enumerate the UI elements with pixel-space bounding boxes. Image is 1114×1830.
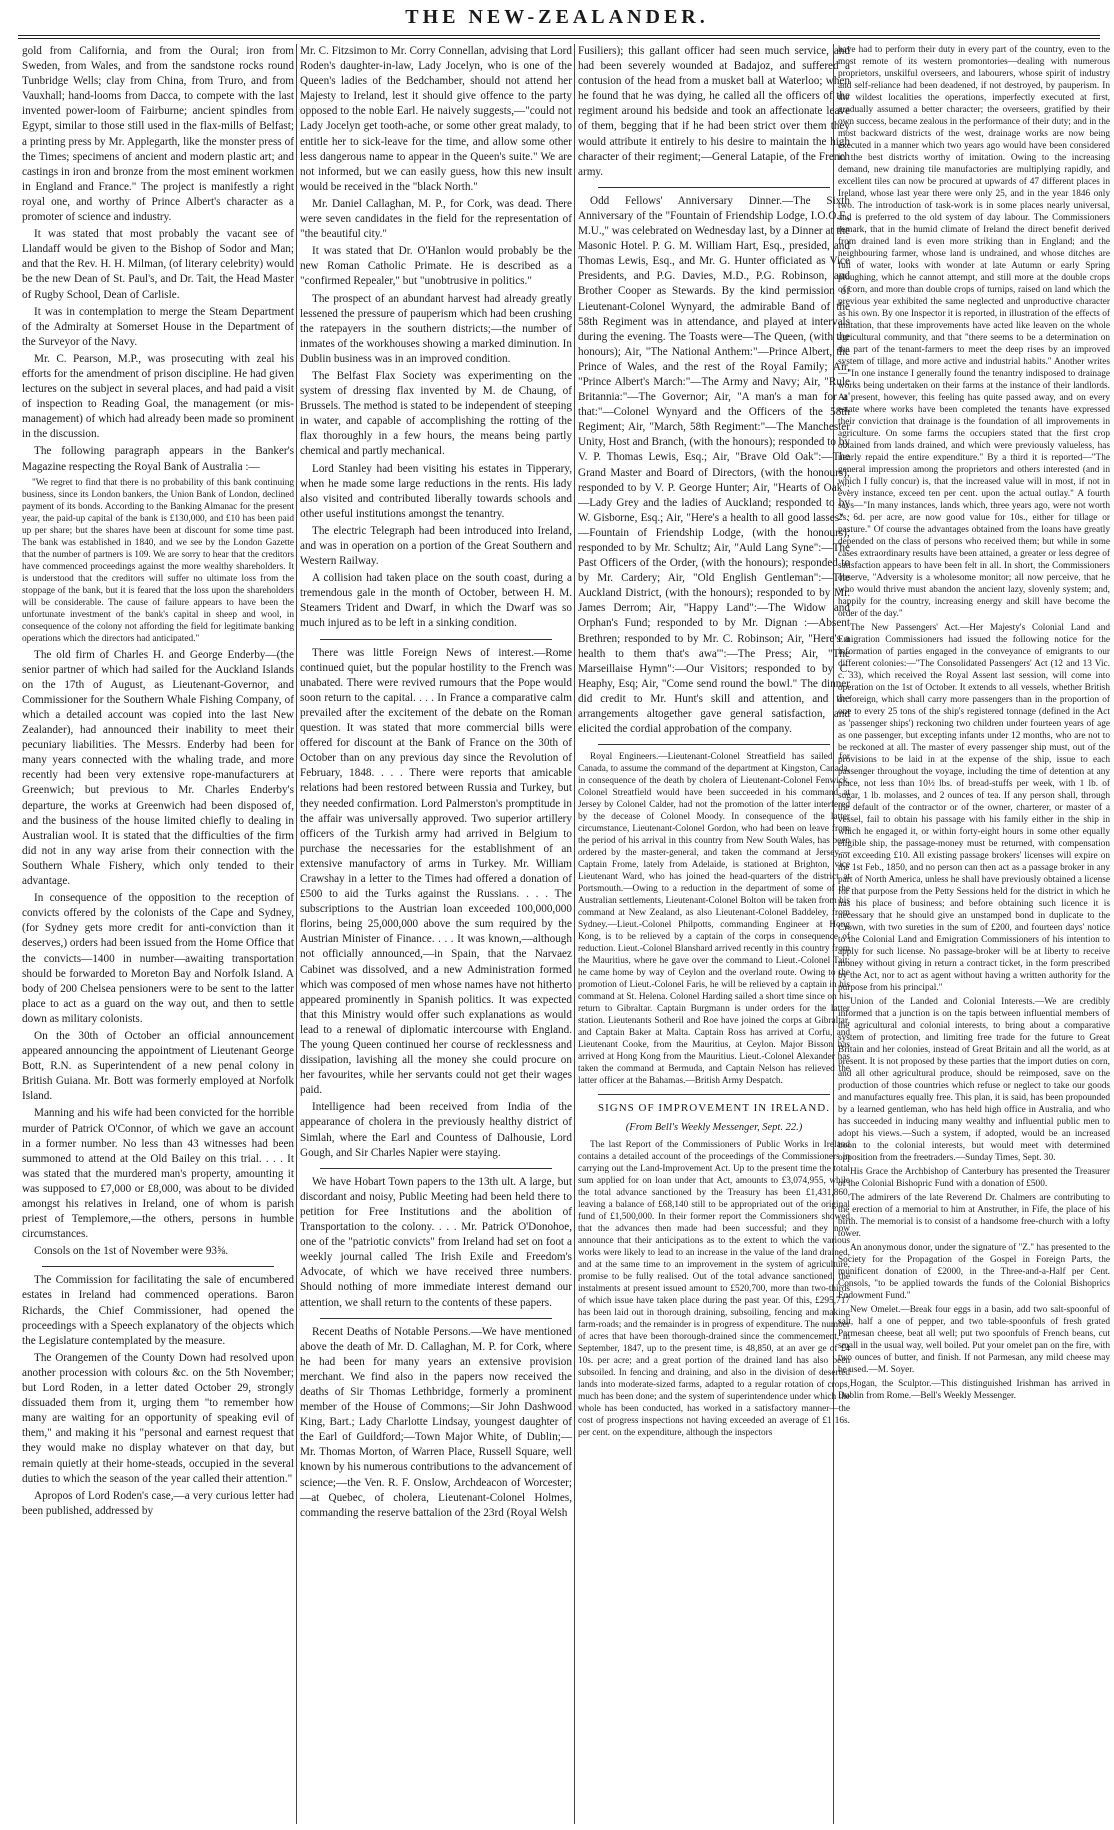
column-2 xyxy=(300,44,572,1824)
article-text: A collision had taken place on the south coast, during a tremendous gale in the month of October, between H. M. Steamers Trident and Dwarf, in which the Dwarf was so much injured as to be left in a sinking condition. xyxy=(300,572,572,630)
article-text: have had to perform their duty in every part of the country, even to the most remote of its western promontories—dealing with numerous proprietors, unskilful overseers, and labourers, whose spirit of industry and self-reliance had been deadened, if not destroyed, by pauperism. In the wildest localities the operations, imperfectly executed at first, gradually assumed a better character; the overseers, gratified by their own success, became zealous in the performance of their duty; and in the most backward districts of the west, drainage works are now being executed in a manner which two years ago would have been considered in the best districts worthy of imitation. Owing to the increasing demand, new draining tile manufactories are multiplying rapidly, and excellent tiles can now be procured at upwards of 47 different places in Ireland, whose last year there were only 25, and in the year 1846 only two. The introduction of task-work is in some places nearly universal, and is preferred to the old system of day labour. The Commissioners remark, that in the humid climate of Ireland the direct benefit derived from drained land is even more striking than in England; and the neighbouring farmer, whose land is undrained, and whose ditches are full of water, looks with wonder at late Autumn or early Spring ploughing, which he cannot attempt, and still more at the double crops of corn, and more than double crops of turnips, raised on land which the previous year exhibited the same neglected and unproductive character as his own. By one Inspector it is reported, in illustration of the effects of imitation, that these improvements have acted like leaven on the whole agricultural community, and that "there seems to be a determination on the part of the tenant-farmers to meet the deep rises by an improved system of tillage, and more active and industrial habits." Another writes—"In one instance I generally found the tenantry indisposed to drainage works being undertaken on their farms at the instance of their landlords. At present, however, this feeling has quite passed away, and on every estate where works have been completed the tenants have expressed their conviction that drainage is the foundation of all improvements in agriculture. On some farms the occupiers stated that the first crop obtained from lands drained, and which were previously valueless, has nearly repaid the entire expenditure." By a third it is reported—"The general impression among the proprietors and others interested (and in which I fully concur) is, that the increased value will in most, if not in every instance, exceed ten per cent. upon the actual outlay." A fourth says—"In many instances, lands which, three years ago, were not worth 2s. 6d. per acre, are now good value for 10s., either for tillage or pasture." Of course the advantages obtained from the loans have greatly depended on the class of persons who received them; but while in some cases extraordinary results have been attained, a greater or less degree of satisfaction appears to have been felt in all. In short, the Commissioners observe, "Adversity is a wholesome monitor; all now perceive, that he who would thrive must abandon the ancient lazy, slovenly system; and, happily for the country, increasing energy and skill have become the order of the day." xyxy=(838,45,1110,619)
article-text: Fusiliers); this gallant officer had seen much service, and had been severely wounded at Badajoz, and suffered a contusion of the head from a musket ball at Waterloo; when he found that he was dying, he called all the officers of the regiment around his bedside and took an affectionate leave of them, begging that if he had been strict over them they would attribute it entirely to his desire to maintain the high character of their regiment;—General Latapie, of the French army. xyxy=(578,45,850,178)
article-text: Manning and his wife had been convicted for the horrible murder of Patrick O'Connor, of which we gave an account in a former number. No less than 43 witnesses had been summoned to attend at the Old Bailey on this trial. . . . It was stated that the murdered man's property, amounting it was supposed to £7,000 or £8,000, was about to be divided amongst his relatives in Ireland, one of whom is parish priest of Templemore,—the others, persons in humble circumstances. xyxy=(22,1107,294,1241)
article-text: The admirers of the late Reverend Dr. Chalmers are contributing to the erection of a memorial to him at Anstruther, in Fife, the place of his birth. The memorial is to consist of a handsome free-church with a lofty tower. xyxy=(838,1193,1110,1239)
column-divider xyxy=(574,44,575,1824)
section-rule xyxy=(42,1266,274,1267)
article-text: The Belfast Flax Society was experimenting on the system of dressing flax invented by M. de Chaung, of Brussels. The method is stated to be independent of steeping in water, and capable of accomplishing the rotting of the flax thoroughly in a few hours, the means being partly chemical and partly mechanical. xyxy=(300,369,572,458)
article-text: Odd Fellows' Anniversary Dinner.—The Sixth Anniversary of the "Fountain of Friendship Lodge, I.O.O.F., M.U.," was celebrated on Wednesday last, by a Dinner at the Masonic Hotel. P. G. M. William Hart, Esq., presided, and Thomas Lewis, Esq., and Mr. G. Hunter officiated as Vice Presidents, and P.G. Davies, M.D., P.G. Robinson, and Brother Cooper as Stewards. By the kind permission of Lieutenant-Colonel Wynyard, the admirable Band of the 58th Regiment was in attendance, and played at intervals during the evening. The Toasts were—The Queen, (with the honours); Air, "The National Anthem:"—Prince Albert, the Prince of Wales, and the rest of the Royal Family; Air, "Prince Albert's March:"—The Army and Navy; Air, "Rule Britannia:"—The Governor; Air, "A man's a man for a' that:"—Colonel Wynyard and the Officers of the 58th Regiment; Air, "March, 58th Regiment:"—The Manchester Unity, Host and Branch, (with the honours); responded to by V. P. Thomas Lewis, Esq.; Air, "Brave Old Oak":—The Grand Master and Board of Directors, (with the honours); responded to by V. P. George Hunter; Air, "Hearts of Oak": —Lady Grey and the ladies of Auckland; responded to by W. Gisborne, Esq.; Air, "Here's a health to all good lasses" :—Fountain of Friendship Lodge, (with the honours); responded to by Mr. Schultz; Air, "Auld Lang Syne":—The Past Officers of the Order, (with the honours); responded to by Mr. Cardery; Air, "Old English Gentleman":—The Auckland District, (with the honours); responded to by Mr. James Derrom; Air, "Happy Land":—The Widow and Orphan's Fund; responded to by Mr. Dignan :—Absent Brethren; responded to by Mr. C. Robinson; Air, "Here's a health to them that's awa'":—The Press; Air, "The Marseillaise Hymn":—Our Visitors; responded to by C. Heaphy, Esq; Air, "Come send round the bowl." The dinner did credit to Mr. Hunt's skill and attention, and the arrangements altogether gave general satisfaction, and elicited the cordial approbation of the company. xyxy=(578,194,850,736)
article-text: The last Report of the Commissioners of Public Works in Ireland contains a detailed account of the proceedings of the Commissioners in carrying out the Land-Improvement Act. Up to the present time the total sum applied for on loan under that Act, amounts to £3,074,955, while the total advance sanctioned by the Treasury has been £1,431,860, leaving a balance of £68,140 still to be appropriated out of the original fund of £1,500,000. In their former report the Commissioners showed that the advances then made had been successful; and they now announce that their anticipations as to the extent to which the various works were likely to lead to an increase in the value of the land drained, and at the same time to an improvement in the system of agriculture, promise to be fully realised. Out of the total advance sanctioned, the instalments at present issued amount to £520,700, more than two-thirds of which issue have taken place during the past year. Of this, £295,717 has been laid out in thorough draining, subsoiling, fencing and making farm-roads; and the remainder is in progress of expenditure. The number of acres that have been thorough-drained since the commencement, in September, 1847, up to the present time, is 48,850, at an aver ge of £4 10s. per acre; and a great portion of the drained land has also been subsoiled. In fencing and draining, and also in the division of deserted lands into moderate-sized farms, adapted to a regular rotation of crops, much has been done; and the system of superintendence under which the whole has been conducted, has worked in a satisfactory manner—the cost of progress inspections not having exceeded an average of £1 16s. per cent. on the expenditure, although the inspectors xyxy=(578,1140,850,1439)
quoted-paragraph: "We regret to find that there is no probability of this bank continuing business, since its London bankers, the Union Bank of London, declined payment of its bonds. According to the Banking Almanac for the present year, the paid-up capital of the bank is £130,000, and £10 has been paid up per share; but the shares have been at discount for some time past. The bank was established in 1840, and we see by the London Gazette that the number of partners is 109. We are sorry to hear that the creditors have commenced proceedings against the more wealthy shareholders. It is understood that the creditors will suffer no ultimate loss from the stoppage of the bank, but it is feared that the loss upon the shareholders will be considerable. The cause of failure appears to have been the unfortunate investment of the bank's capital in sheep and wool, in consequence of the colony not affording the field for legitimate banking operations which the directors had anticipated." xyxy=(22,477,294,644)
section-rule xyxy=(320,1168,552,1169)
article-text: On the 30th of October an official announcement appeared announcing the appointment of Lieutenant George Bott, R.N. as Superintendent of a new penal colony in British Guiana. Mr. Bott was formerly employed at Norfolk Island. xyxy=(22,1029,294,1103)
article-text: The old firm of Charles H. and George Enderby—(the senior partner of which had sailed for the Auckland Islands on the 17th of August, as Lieutenant-Governor, and Commissioner for the Southern Whale Fishing Company, of which a detailed account was copied into the last New Zealander), had announced their inability to meet their pecuniary liabilities. The Messrs. Enderby had been for many years connected with the whaling trade, and more recently had been very extensive rope-manufacturers at Greenwich; but previous to Mr. Charles Enderby's departure, the works at Greenwich had been disposed of, and the business of the house limited chiefly to dealing in Australian wool. It is stated that the difficulties of the firm did not in any way arise from their connection with the Southern Whale Fishery, which only tended to their advantage. xyxy=(22,648,294,888)
column-3 xyxy=(578,44,850,1824)
article-text: It was stated that most probably the vacant see of Llandaff would be given to the Bishop of Sodor and Man; and that the Rev. H. H. Milman, (of literary celebrity) would be the new Dean of St. Paul's, and Dr. Tait, the Head Master of Rugby School, Dean of Carlisle. xyxy=(22,228,294,301)
article-headline: SIGNS OF IMPROVEMENT IN IRELAND. xyxy=(598,1102,830,1115)
article-text: The New Passengers' Act.—Her Majesty's Colonial Land and Emigration Commissioners had issued the following notice for the information of parties engaged in the conveyance of emigrants to our different colonies:—"The Consolidated Passengers' Act (12 and 13 Vic. c. 33), which received the Royal Assent last session, will come into operation on the 1st of October. It extends to all vessels, whether British or foreign, which shall carry more passengers than in the proportion of one to every 25 tons of the ship's registered tonnage (defined in the Act as 'passenger ships') reckoning two children under fourteen years of age as one passenger, but excepting infants under 12 months, who are not to be reckoned at all. The master of every passenger ship must, out of the provisions to be laid in at the expense of the ship, issue to each passenger throughout the voyage, including the time of detention at any place, not less than 10½ lbs. of bread-stuffs per week, with 1 lb. of sugar, 1 lb. molasses, and 2 ounces of tea. If any person shall, through the default of the contractor or of the owner, charterer, or master of a vessel, fail to obtain his passage with his family either in the ship in which he engaged it, or within forty-eight hours in some other equally eligible ship, the passage-money must be returned, with compensation not exceeding £10. All existing passage brokers' licenses will expire on the 1st Feb., 1850, and no person can then act as a passage broker in any part of North America, unless he shall have previously obtained a license for that purpose from the Petty Sessions held for the district in which he has his place of business; and before obtaining such licence it is necessary that he should give an unstamped bond in duplicate to the Crown, with two sureties in the sum of £200, and fourteen days' notice to the Colonial Land and Emigration Commissioners of his intention to apply for such license. No passage-broker will be at liberty to receive money without giving in return a contract ticket, in the form prescribed by the Act, nor to act as agent without having a written authority for the purpose from his principal." xyxy=(838,623,1110,993)
section-rule xyxy=(320,1318,552,1319)
article-text: His Grace the Archbishop of Canterbury has presented the Treasurer of the Colonial Bishopric Fund with a donation of £500. xyxy=(838,1167,1110,1189)
masthead-rule-double xyxy=(18,38,1100,39)
article-text: Lord Stanley had been visiting his estates in Tipperary, when he made some large reductions in the rents. His lady also visited and contributed liberally towards schools and other useful institutions amongst the tenantry. xyxy=(300,462,572,520)
newspaper-title: THE NEW-ZEALANDER. xyxy=(405,6,709,28)
article-text: The Commission for facilitating the sale of encumbered estates in Ireland had commenced operations. Baron Richards, the Chief Commissioner, had opened the proceedings with a Speech explanatory of the objects which the Legislature contemplated by the measure. xyxy=(22,1274,294,1347)
article-text: Royal Engineers.—Lieutenant-Colonel Streatfield has sailed for Canada, to assume the command of the department at Kingston, Canada, in consequence of the death by cholera of Lieutenant-Colonel Fenwick. Colonel Streatfield would have been succeeded in his command at Jersey by Colonel Calder, had not the promotion of the latter interfered by the decease of Colonel Moody. In consequence of the latter circumstance, Lieutenant-Colonel Gordon, who had been on leave from the period of his arrival in this country from New South Wales, has been ordered by the master-general, and taken the command at Jersey.—Captain Frome, lately from Adelaide, is stationed at Brighton, vice Lieutenant Ward, who has joined the head-quarters of the district at Portsmouth.—Owing to a reduction in the department of some of the Australian settlements, Lieutenant-Colonel Bolton will be taken from his command at New Zealand, as also Lieutenant-Colonel Baddeley, from Sydney.—Lieut.-Colonel Philpotts, commanding Engineer at Hong Kong, is to be relieved by a captain of the corps in consequence of reduction. Lieut.-Colonel Blanshard arrived recently in this country from the Mauritius, where he gave over the command to Lieut.-Colonel Tait; he came home by way of Ceylon and the overland route. Owing to the promotion of Lieut.-Colonel Faris, he will be relieved by a captain in his command at St. Helena. Colonel Harding sailed a short time since on his return to Gibraltar. Captain Burgmann is under orders for the latter station. Lieutenants Sotheril and Roe have joined the corps at Gibraltar, and Captain Baker at Malta. Captain Ross has arrived at Corfu, and Lieutenant Cooke, from the Mauritius, at Ceylon. Major Bisson has arrived at Hong Kong from the Mauritius. Lieut.-Colonel Alexander has taken the command at Bermuda, and Captain Nelson has relieved the latter officer at the Bahamas.—British Army Despatch. xyxy=(578,752,850,1087)
section-rule xyxy=(320,639,552,640)
article-text: The following paragraph appears in the Banker's Magazine respecting the Royal Bank of Australia :— xyxy=(22,445,294,473)
article-text: It was stated that Dr. O'Hanlon would probably be the new Roman Catholic Primate. He is described as a "confirmed Repealer," but "unobtrusive in politics." xyxy=(300,245,572,288)
article-text: The Orangemen of the County Down had resolved upon another procession with colours &c. on the 5th November; but Lord Roden, in a letter dated October 29, strongly dissuaded them from it, urging them "to remember how many are waiting for an opportunity of speaking evil of them," and making it his "personal and earnest request that they would make no display whatever on that day, but remain quietly at their home-steads, occupied in the several duties to which the season of the year called their attention." xyxy=(22,1351,294,1485)
article-text: Recent Deaths of Notable Persons.—We have mentioned above the death of Mr. D. Callaghan, M. P. for Cork, where he had been for many years an extensive provision merchant. We find also in the papers now received the deaths of Sir Thomas Lethbridge, formerly a prominent member of the House of Commons;—Sir John Dashwood King, Bart.; Lady Charlotte Lindsay, youngest daughter of the Earl of Guildford;—Town Major White, of Dublin;—Mr. Thomas Morton, of Warren Place, Russell Square, well known by his numerous contributions to the advancement of science;—the Ven. R. F. Onslow, Archdeacon of Worcester;—at Quebec, of cholera, Lieutenant-Colonel Holmes, commanding the reserve battalion of the 23rd (Royal Welsh xyxy=(300,1325,572,1519)
article-text: Apropos of Lord Roden's case,—a very curious letter had been published, addressed by xyxy=(22,1489,294,1517)
article-text: Mr. C. Pearson, M.P., was prosecuting with zeal his efforts for the amendment of prison discipline. He had given lectures on the subject in several places, and had paid a visit of inspection to Reading Goal, the management (or mis-management) of which had already been made so prominent in the discussion. xyxy=(22,352,294,441)
column-divider xyxy=(296,44,297,1824)
section-rule xyxy=(598,187,830,188)
section-rule xyxy=(598,1094,830,1095)
column-4 xyxy=(838,44,1110,1824)
article-text: It was in contemplation to merge the Steam Department of the Admiralty at Somerset House in the Department of the Surveyor of the Navy. xyxy=(22,305,294,348)
article-source: (From Bell's Weekly Messenger, Sept. 22.) xyxy=(625,1122,803,1134)
article-text: Mr. Daniel Callaghan, M. P., for Cork, was dead. There were seven candidates in the field for the representation of "the beautiful city." xyxy=(300,197,572,241)
section-rule xyxy=(598,744,830,745)
column-1 xyxy=(22,44,294,1824)
article-text: Hogan, the Sculptor.—This distinguished Irishman has arrived in Dublin from Rome.—Bell's Weekly Messenger. xyxy=(838,1379,1110,1401)
article-text: We have Hobart Town papers to the 13th ult. A large, but discordant and noisy, Public Meeting had been held there to petition for Free Institutions and the abolition of Transportation to the colony. . . . Mr. Patrick O'Donohoe, one of the "patriotic convicts" from Ireland had set on foot a weekly journal called The Irish Exile and Freedom's Advocate, of which we have received three numbers. Should nothing of more immediate interest demand our attention, we shall return to the contents of these papers. xyxy=(300,1175,572,1309)
article-text: The electric Telegraph had been introduced into Ireland, and was in operation on a portion of the Great Southern and Western Railway. xyxy=(300,524,572,568)
article-text: The prospect of an abundant harvest had already greatly lessened the pressure of pauperism which had been crushing the ratepayers in the southern districts;—the number of inmates of the workhouses showing a marked diminution. In Dublin business was in an improved condition. xyxy=(300,292,572,365)
masthead-rule xyxy=(18,35,1100,36)
article-text: An anonymous donor, under the signature of "Z." has presented to the Society for the Propagation of the Gospel in Foreign Parts, the munificent donation of £2000, in the Three-and-a-Half per Cent. Consols, "to be applied towards the funds of the Colonial Bishoprics Endowment Fund." xyxy=(838,1243,1110,1301)
article-text: In consequence of the opposition to the reception of convicts offered by the colonists of the Cape and Sydney, (for Sydney gets more credit for anti-conviction than it deserves,) orders had been issued from the Home Office that the convicts—1400 in number—awaiting transportation should be forwarded to Moreton Bay and Norfolk Island. A body of 200 Chelsea pensioners were to be sent to the latter place to act as a guard on the way out, and then to settle down as military colonists. xyxy=(22,892,294,1025)
article-text: Consols on the 1st of November were 93⅝. xyxy=(34,1245,229,1258)
article-text: There was little Foreign News of interest.—Rome continued quiet, but the popular hostility to the French was unabated. There were revived rumours that the Pope would soon return to the capital. . . . In France a comparative calm prevailed after the excitement of the debate on the Roman question. It was stated that more commercial bills were offered for discount at the Bank of France on the 30th of October than on any previous day since the Revolution of February, 1848. . . . There were reports that amicable relations had been restored between Russia and Turkey, but they needed confirmation. Lord Palmerston's promptitude in the affair was universally approved. Two superior artillery officers of the Turkish army had arrived in Belgium to purchase the necessaries for the establishment of an extensive manufactory of arms in Turkey. Mr. William Crawshay in a letter to the Times had offered a donation of £500 to aid the Turks against the Russians. . . . The subscriptions to the Austrian loan exceeded 100,000,000 florins, being 25,000,000 above the sum required by the Austrian Minister of Finance. . . . It was known,—although not officially announced,—in Spain, that the Narvaez Cabinet was dissolved, and a new Administration formed which was composed of men whose names have not hitherto appeared prominently in Spanish politics. It was expected that this Ministry would offer such explanations as would lead to a renewal of diplomatic intercourse with England. The young Queen continued her course of recklessness and dissipation, lavishing all the money she could procure on her favourites, while her servants could not get their wages paid. xyxy=(300,646,572,1097)
article-text: Intelligence had been received from India of the appearance of cholera in the previously healthy district of Simlah, where the Earl and Countess of Dalhousie, Lord Gough, and Sir Charles Napier were staying. xyxy=(300,1101,572,1159)
article-text: New Omelet.—Break four eggs in a basin, add two salt-spoonful of salt, half a one of pepper, and two table-spoonfuls of fresh grated Parmesan cheese, beat all well; put two spoonfuls of French beans, cut small in the usual way, well boiled. Put your omelet pan on the fire, with two ounces of butter, and finish. If not Parmesan, any mild cheese may be used.—M. Soyer. xyxy=(838,1305,1110,1375)
article-text: gold from California, and from the Oural; iron from Sweden, from Wales, and from the sandstone rocks round Tunbridge Wells; clay from China, from Truro, and from Vauxhall; hand-looms from Dacca, to compete with the last invented power-loom of Fairburne; ancient spindles from Egypt, similar to those still used in the flax-mills of Belfast; a printing press by Mr. Applegarth, like the monster press of the Times; specimens of ancient and modern plastic art; and castings in iron and bronze from the most eminent workmen in England and France." The project is manifestly a right royal one, and worthy of Prince Albert's character as a promoter of science and industry. xyxy=(22,45,294,224)
article-text: Mr. C. Fitzsimon to Mr. Corry Connellan, advising that Lord Roden's daughter-in-law, Lady Jocelyn, who is one of the Queen's ladies of the Bedchamber, should not attend her Majesty to Ireland, lest it should give offence to the party opposed to the noble Earl. He naively suggests,—"could not Lady Jocelyn get tooth-ache, or some other great malady, to entitle her to sick-leave for the time, and allow some other less dangerous name to appear in the Queen's suite." We are not informed, but we can easily guess, how this new insult would be received in the "black North." xyxy=(300,45,572,193)
article-text: Union of the Landed and Colonial Interests.—We are credibly informed that a junction is on the tapis between influential members of the agricultural and colonial interests, to bring about a comparative system of protection, and limiting free trade for the future to Great Britain and her colonies, instead of Great Britain and all the world, as at present. It is not proposed by these parties that the import duties on corn, and all other agricultural produce, should be reimposed, save on the production of those countries which refuse or neglect to take our goods and manufactures equally free. This plan, it is said, has been propounded by a learned gentleman, who has held high office in Australia, and who has succeeded in inducing many wealthy and influential public men to adopt his views.—Such a system, if adopted, would be an increased boon to the colonial interests, but would meet with determined opposition from the freetraders.—Sunday Times, Sept. 30. xyxy=(838,997,1110,1163)
